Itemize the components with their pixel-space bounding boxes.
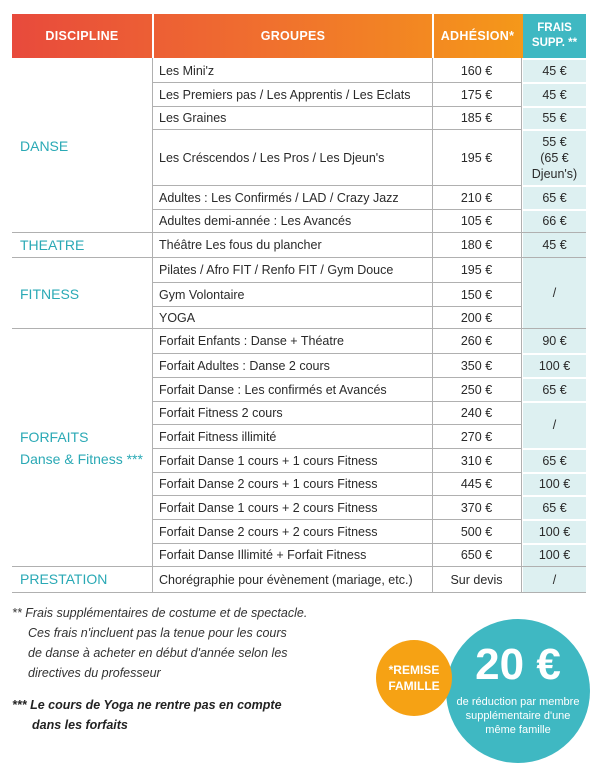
table-cell-adhesion: 185 €: [460, 111, 493, 125]
table-cell-frais: 45 €: [542, 64, 567, 78]
table-cell-frais: 66 €: [542, 214, 567, 228]
table-cell-adhesion: 195 €: [460, 263, 493, 277]
table-cell-groupe: Chorégraphie pour évènement (mariage, etc.): [159, 572, 413, 587]
table-cell-groupe: Les Premiers pas / Les Apprentis / Les Eclats: [159, 87, 411, 102]
header-frais: [523, 14, 586, 58]
table-cell-frais: 100 €: [538, 524, 571, 539]
table-cell-adhesion: 310 €: [460, 453, 493, 468]
table-cell-adhesion: 200 €: [460, 310, 493, 325]
table-cell-groupe: Forfait Enfants : Danse + Théatre: [159, 334, 344, 348]
table-cell-adhesion: 260 €: [460, 334, 493, 348]
table-cell-adhesion: Sur devis: [450, 572, 503, 587]
frais-line: Djeun's): [531, 166, 578, 181]
table-cell-frais: 65 €: [542, 190, 567, 205]
table-cell-frais: 55 €: [542, 111, 567, 125]
discipline-theatre: THEATRE: [20, 237, 85, 253]
table-cell-adhesion: 240 €: [460, 406, 493, 420]
promo-desc-line2: supplémentaire d'une: [465, 710, 571, 722]
table-cell-adhesion: 195 €: [460, 150, 493, 165]
table-cell-adhesion: 105 €: [460, 214, 493, 228]
promo-desc-line1: de réduction par membre: [456, 696, 580, 708]
promo-circle: [446, 619, 590, 763]
table-cell-adhesion: 250 €: [460, 382, 493, 397]
table-cell-frais: 65 €: [542, 500, 567, 515]
table-cell-groupe: Forfait Danse 2 cours + 1 cours Fitness: [159, 477, 378, 491]
table-cell-groupe: Adultes : Les Confirmés / LAD / Crazy Jazz: [159, 190, 399, 205]
table-cell-groupe: Adultes demi-année : Les Avancés: [159, 214, 352, 228]
discipline-prestation: PRESTATION: [20, 571, 108, 587]
note-yoga-line2: dans les forfaits: [32, 718, 128, 732]
frais-line: (65 €: [540, 150, 569, 165]
note-frais-line1: ** Frais supplémentaires de costume et de spectacle.: [12, 606, 308, 620]
note-yoga-line1: *** Le cours de Yoga ne rentre pas en compte: [12, 698, 282, 712]
table-cell-frais: 100 €: [538, 548, 571, 562]
promo-badge: [376, 640, 452, 716]
table-cell-groupe: Forfait Fitness illimité: [159, 429, 277, 444]
table-cell-adhesion: 350 €: [460, 358, 493, 373]
discipline-forfaits: FORFAITS: [20, 429, 89, 445]
promo-badge-line1: *REMISE: [388, 663, 440, 677]
table-cell-adhesion: 445 €: [460, 477, 493, 491]
promo-amount: 20 €: [475, 640, 561, 689]
note-frais-line3: de danse à acheter en début d'année selon les: [28, 646, 288, 660]
table-cell-groupe: Théâtre Les fous du plancher: [159, 238, 322, 252]
header-groupes: GROUPES: [260, 29, 326, 43]
table-cell-groupe: Les Créscendos / Les Pros / Les Djeun's: [159, 150, 385, 165]
table-cell-frais: [523, 130, 586, 185]
table-cell-frais-merged: /: [552, 286, 557, 300]
table-cell-frais: 65 €: [542, 453, 567, 468]
table-cell-groupe: Forfait Fitness 2 cours: [159, 406, 283, 420]
note-frais-line4: directives du professeur: [28, 666, 161, 680]
discipline-fitness: FITNESS: [20, 286, 80, 302]
table-cell-adhesion: 370 €: [460, 500, 493, 515]
table-header: [12, 14, 586, 58]
table-cell-adhesion: 175 €: [460, 87, 493, 102]
table-cell-groupe: Gym Volontaire: [159, 287, 245, 302]
table-cell-groupe: Forfait Danse 1 cours + 2 cours Fitness: [159, 500, 378, 515]
header-discipline: DISCIPLINE: [45, 29, 119, 43]
table-cell-groupe: Forfait Adultes : Danse 2 cours: [159, 358, 330, 373]
table-cell-groupe: Forfait Danse 2 cours + 2 cours Fitness: [159, 524, 378, 539]
table-cell-frais: 100 €: [538, 477, 571, 491]
table-cell-frais: 45 €: [542, 238, 567, 252]
discipline-forfaits-sub: Danse & Fitness ***: [20, 451, 143, 467]
table-cell-groupe: Les Graines: [159, 111, 227, 125]
header-frais-line2: SUPP. **: [531, 37, 578, 49]
table-cell-frais-merged: /: [552, 418, 557, 432]
table-cell-groupe: Forfait Danse 1 cours + 1 cours Fitness: [159, 453, 378, 468]
frais-line: 55 €: [542, 134, 567, 149]
table-cell-groupe: Pilates / Afro FIT / Renfo FIT / Gym Douce: [159, 263, 394, 277]
table-cell-adhesion: 150 €: [460, 287, 493, 302]
table-cell-groupe: Forfait Danse : Les confirmés et Avancés: [159, 382, 387, 397]
header-frais-line1: FRAIS: [537, 22, 572, 34]
table-cell-adhesion: 160 €: [460, 64, 493, 78]
table-cell-frais: 90 €: [542, 334, 567, 348]
promo-desc-line3: même famille: [485, 724, 551, 736]
table-cell-adhesion: 210 €: [460, 190, 493, 205]
promo-badge-line2: FAMILLE: [388, 679, 440, 693]
table-cell-adhesion: 270 €: [460, 429, 493, 444]
table-cell-frais: /: [552, 572, 557, 587]
note-frais-line2: Ces frais n'incluent pas la tenue pour les cours: [28, 626, 287, 640]
table-cell-groupe: Forfait Danse Illimité + Forfait Fitness: [159, 548, 367, 562]
discipline-danse: DANSE: [20, 138, 69, 154]
table-cell-groupe: Les Mini'z: [159, 64, 215, 78]
table-cell-adhesion: 500 €: [460, 524, 493, 539]
table-cell-groupe: YOGA: [159, 310, 196, 325]
table-cell-adhesion: 180 €: [460, 238, 493, 252]
table-cell-frais: 100 €: [538, 358, 571, 373]
table-cell-frais: 65 €: [542, 382, 567, 397]
table-cell-adhesion: 650 €: [460, 548, 493, 562]
table-cell-frais: 45 €: [542, 87, 567, 102]
header-adhesion: ADHÉSION*: [440, 29, 515, 43]
